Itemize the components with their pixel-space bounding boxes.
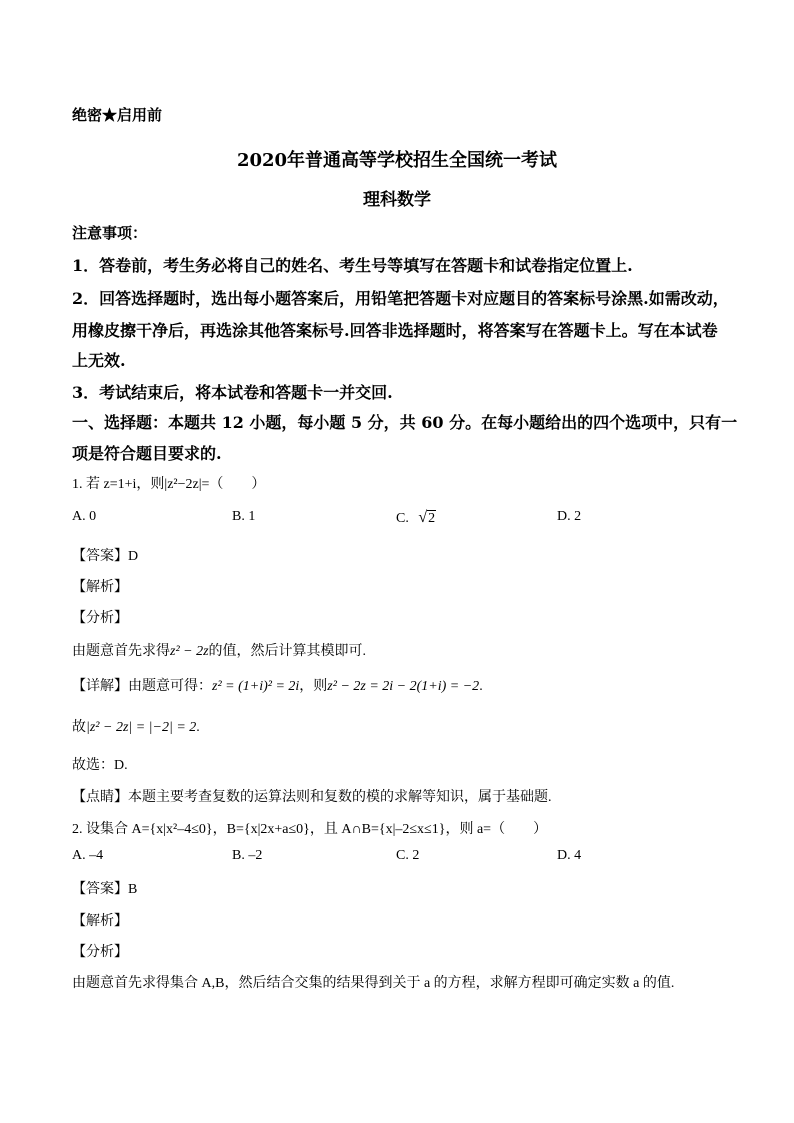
q1-fenxi-text-b: 的值，然后计算其模即可. <box>208 644 367 659</box>
sqrt-symbol: √ <box>418 509 428 526</box>
q1-guxuan: 故选：D. <box>72 758 128 773</box>
q2-fenxi: 【分析】 <box>72 945 128 960</box>
q1-fenxi: 【分析】 <box>72 611 128 626</box>
note-1: 1．答卷前，考生务必将自己的姓名、考生号等填写在答题卡和试卷指定位置上. <box>72 256 633 275</box>
q1-gu-label: 故 <box>72 720 86 735</box>
secret-label: 绝密★启用前 <box>72 106 163 124</box>
q1-xiangjie-label: 【详解】由题意可得： <box>72 679 212 694</box>
q2-jiexi: 【解析】 <box>72 914 128 929</box>
note-2-line-3: 上无效. <box>72 351 126 370</box>
q1-fenxi-text <box>72 640 366 660</box>
exam-title: 2020年普通高等学校招生全国统一考试 <box>236 150 558 171</box>
note-2-line-2: 用橡皮擦干净后，再选涂其他答案标号.回答非选择题时，将答案写在答题卡上。写在本试卷 <box>72 321 718 340</box>
q1-option-c <box>396 509 436 527</box>
q1-jiexi: 【解析】 <box>72 580 128 595</box>
q2-answer: 【答案】B <box>72 882 138 897</box>
q1-stem: 1. 若 z=1+i，则|z²−2z|=（ ） <box>72 477 266 492</box>
q1-xiangjie-expression-2: z² − 2z = 2i − 2(1+i) = −2 <box>327 679 480 694</box>
q1-option-a: A. 0 <box>72 509 97 524</box>
q1-xiangjie <box>72 675 483 695</box>
note-3: 3．考试结束后，将本试卷和答题卡一并交回. <box>72 383 393 402</box>
q1-answer: 【答案】D <box>72 549 139 564</box>
notes-heading: 注意事项： <box>72 224 148 242</box>
section-heading-line-2: 项是符合题目要求的. <box>72 444 222 463</box>
note-2-line-1: 2．回答选择题时，选出每小题答案后，用铅笔把答题卡对应题目的答案标号涂黑.如需改动， <box>72 289 729 308</box>
q1-xiangjie-expression-1: z² = (1+i)² = 2i <box>212 679 300 694</box>
q2-option-b: B. –2 <box>232 848 263 863</box>
q1-gu-expression: |z² − 2z| = |−2| = 2 <box>86 720 197 735</box>
q1-gu <box>72 716 200 736</box>
exam-subtitle: 理科数学 <box>363 190 431 210</box>
q1-gu-end: . <box>196 720 200 735</box>
section-heading-line-1: 一、选择题：本题共 12 小题，每小题 5 分，共 60 分。在每小题给出的四个选项中，只有一 <box>72 413 738 432</box>
q2-fenxi-text: 由题意首先求得集合 A,B，然后结合交集的结果得到关于 a 的方程，求解方程即可确定实数 a 的值. <box>72 976 675 991</box>
q2-option-c: C. 2 <box>396 848 420 863</box>
q2-option-a: A. –4 <box>72 848 104 863</box>
q1-dianjing: 【点睛】本题主要考查复数的运算法则和复数的模的求解等知识，属于基础题. <box>72 790 552 805</box>
q1-fenxi-expression: z² − 2z <box>170 644 209 659</box>
q1-option-c-value: 2 <box>428 511 436 526</box>
q1-xiangjie-mid: ，则 <box>299 679 328 694</box>
q2-stem: 2. 设集合 A={x|x²–4≤0}，B={x|2x+a≤0}，且 A∩B={x|–2≤x≤1}，则 a=（ ） <box>72 822 548 837</box>
q1-option-c-prefix: C. <box>396 511 409 526</box>
q1-xiangjie-end: . <box>479 679 483 694</box>
q1-fenxi-text-a: 由题意首先求得 <box>72 644 170 659</box>
q1-option-b: B. 1 <box>232 509 256 524</box>
q2-option-d: D. 4 <box>557 848 582 863</box>
q1-option-d: D. 2 <box>557 509 582 524</box>
